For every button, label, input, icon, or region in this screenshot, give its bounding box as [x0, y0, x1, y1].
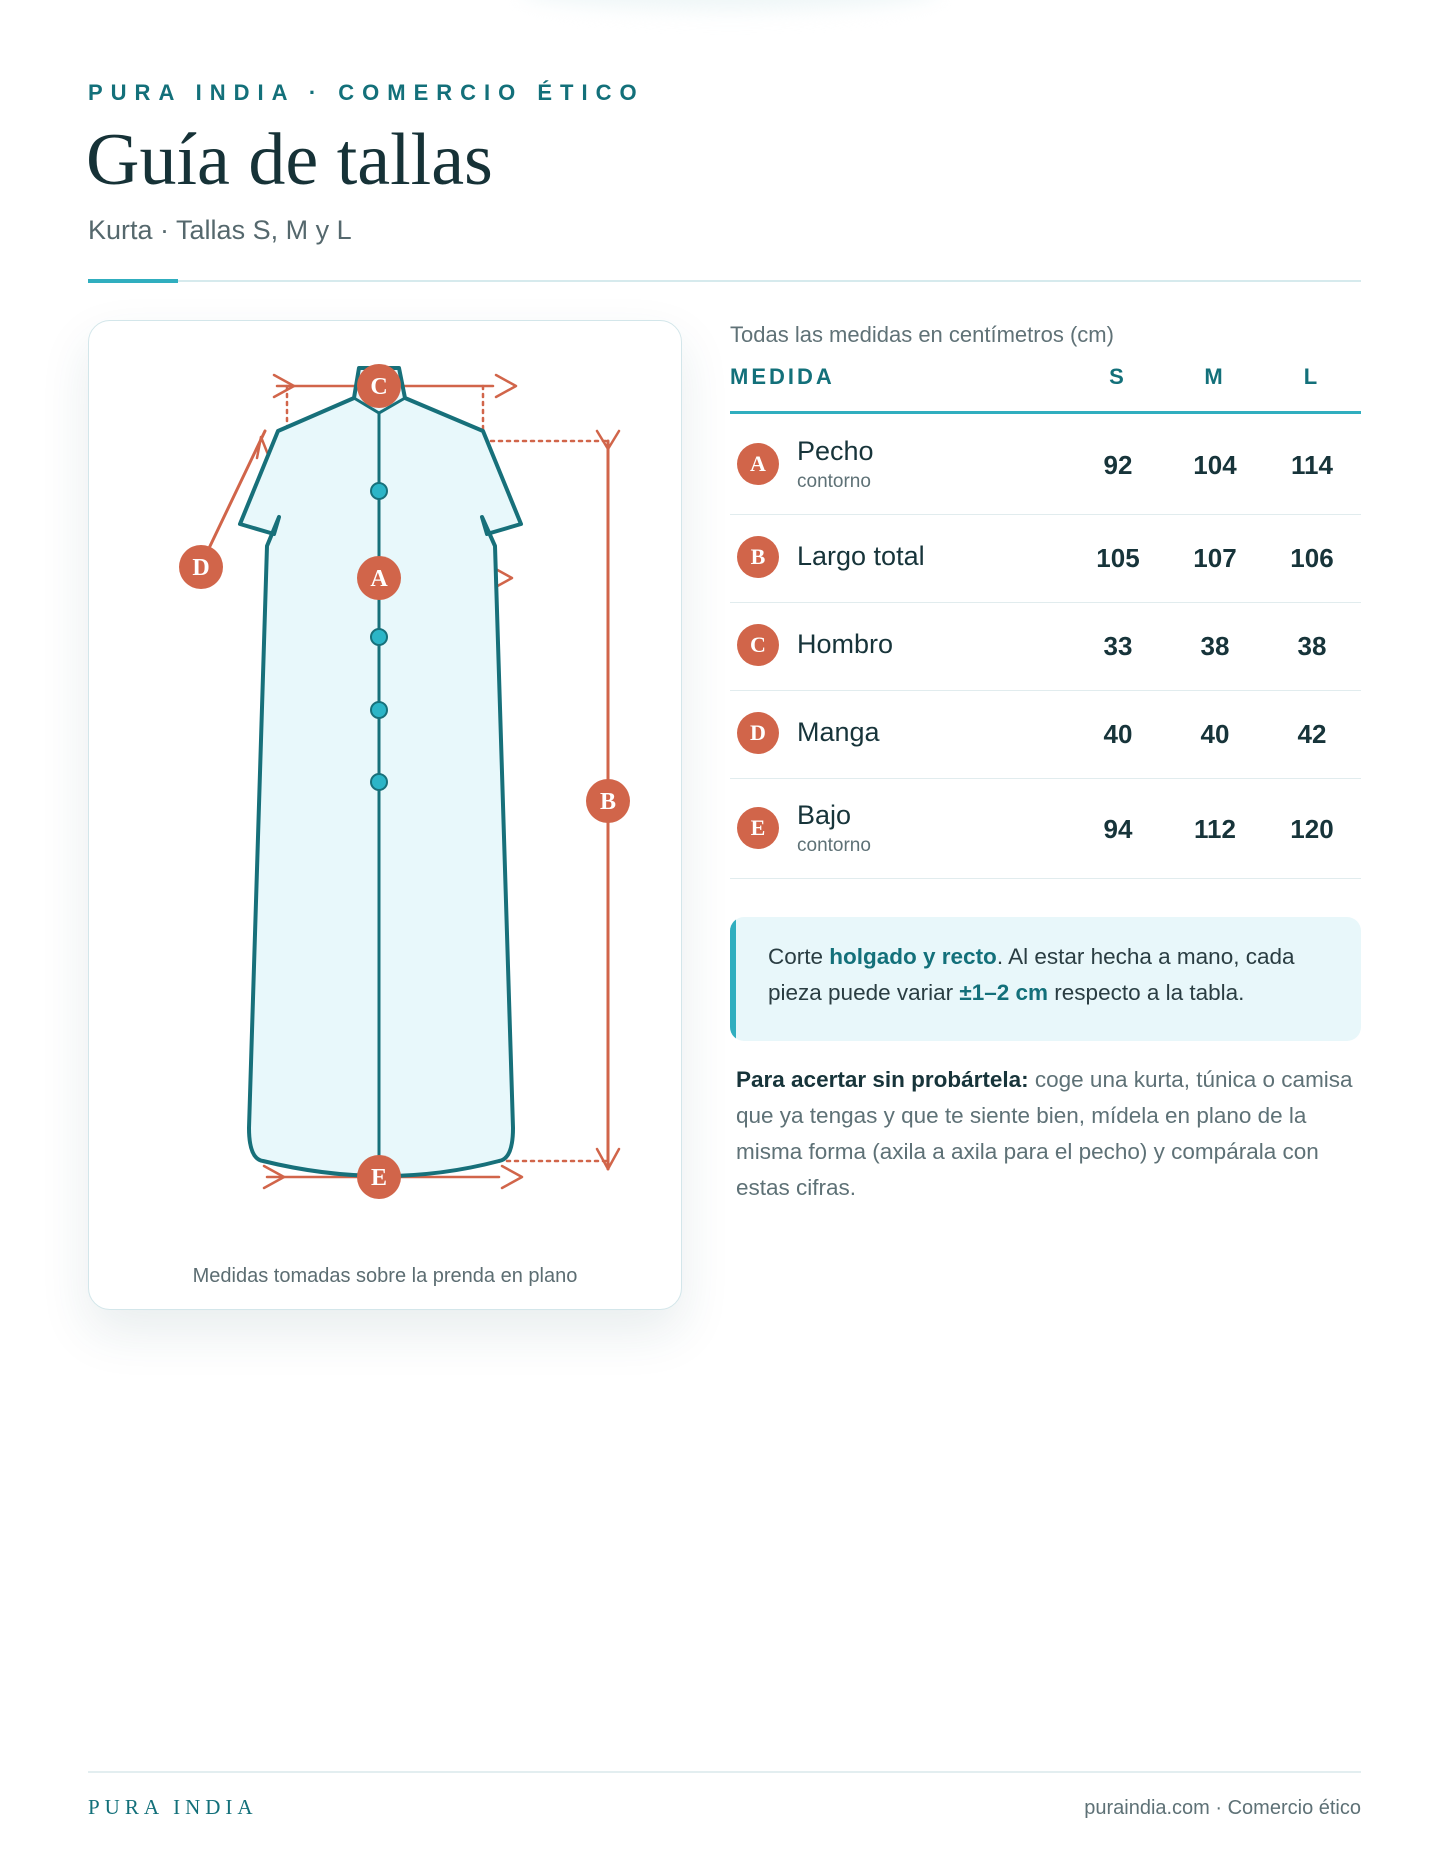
row-measure-name: Pecho — [797, 436, 874, 466]
row-value-s: 94 — [1103, 814, 1133, 844]
marker-d-label: D — [192, 555, 210, 581]
row-measure-name: Manga — [797, 717, 880, 747]
table-row — [730, 514, 1361, 603]
row-value-s: 33 — [1103, 631, 1133, 661]
units-note: Todas las medidas en centímetros (cm) — [730, 322, 1114, 347]
row-measure-name: Largo total — [797, 541, 925, 571]
row-value-m: 38 — [1200, 631, 1230, 661]
marker-a-label: A — [370, 566, 388, 592]
row-badge: C — [737, 624, 779, 666]
row-measure-sub: contorno — [797, 835, 871, 856]
footer-divider — [88, 1771, 1361, 1773]
measuring-tip — [736, 1062, 1361, 1206]
table-row — [730, 690, 1361, 779]
table-row — [730, 602, 1361, 691]
row-value-l: 38 — [1297, 631, 1327, 661]
marker-c-label: C — [370, 374, 388, 400]
row-badge: D — [737, 712, 779, 754]
button-dot — [371, 629, 387, 645]
page-subtitle: Kurta · Tallas S, M y L — [88, 215, 352, 245]
row-badge: E — [737, 807, 779, 849]
callout-emphasis-tolerance: ±1–2 cm — [959, 980, 1049, 1005]
row-badge: A — [737, 443, 779, 485]
page-title: Guía de tallas — [86, 119, 493, 201]
hem-arrow-head-right — [502, 1166, 522, 1188]
fit-callout — [730, 917, 1361, 1041]
kurta-diagram — [89, 321, 681, 1309]
header-size-s: S — [1109, 364, 1127, 389]
row-badge: B — [737, 536, 779, 578]
diagram-caption: Medidas tomadas sobre la prenda en plano — [192, 1265, 578, 1287]
row-value-s: 40 — [1103, 719, 1133, 749]
table-header — [730, 362, 1361, 412]
marker-e-label: E — [370, 1165, 388, 1191]
shoulder-arrow-head-right — [496, 375, 516, 397]
row-measure-name: Hombro — [797, 629, 894, 659]
footer-brand: PURA INDIA — [88, 1795, 258, 1819]
kurta-diagram-card — [88, 320, 682, 1310]
button-dot — [371, 702, 387, 718]
marker-b-label: B — [599, 789, 617, 815]
button-dot — [371, 774, 387, 790]
table-row — [730, 778, 1361, 879]
row-value-l: 114 — [1291, 450, 1333, 480]
row-measure-sub: contorno — [797, 471, 871, 492]
button-dot — [371, 483, 387, 499]
row-value-s: 92 — [1103, 450, 1133, 480]
row-value-m: 107 — [1193, 543, 1237, 573]
header-size-l: L — [1303, 364, 1321, 389]
callout-emphasis-fit: holgado y recto — [829, 944, 997, 969]
row-value-l: 106 — [1290, 543, 1334, 573]
row-value-l: 42 — [1297, 719, 1327, 749]
footer-website: puraindia.com · Comercio ético — [1084, 1797, 1361, 1819]
brand-eyebrow: PURA INDIA · COMERCIO ÉTICO — [88, 80, 645, 105]
callout-accent-bar — [730, 917, 736, 1041]
tip-text: coge una kurta, túnica o camisa que ya tengas y que te siente bien, mídela en plano de la misma forma (axila a axila para el pecho) y compárala con estas cifras. — [736, 1067, 1353, 1200]
tip-lead: Para acertar sin probártela: — [736, 1067, 1029, 1092]
header-size-m: M — [1204, 364, 1226, 389]
table-row — [730, 414, 1361, 515]
row-value-l: 120 — [1290, 814, 1334, 844]
row-value-m: 112 — [1194, 814, 1236, 844]
top-glow — [520, 0, 940, 10]
header-divider — [88, 280, 1361, 282]
row-value-s: 105 — [1096, 543, 1140, 573]
row-value-m: 104 — [1193, 450, 1237, 480]
callout-text: Corte holgado y recto. Al estar hecha a mano, cada pieza puede variar ±1–2 cm respecto a la tabla. — [768, 944, 1295, 1005]
header-divider-accent — [88, 279, 178, 283]
row-value-m: 40 — [1200, 719, 1230, 749]
row-measure-name: Bajo — [797, 800, 852, 830]
header-measure: MEDIDA — [730, 364, 835, 389]
